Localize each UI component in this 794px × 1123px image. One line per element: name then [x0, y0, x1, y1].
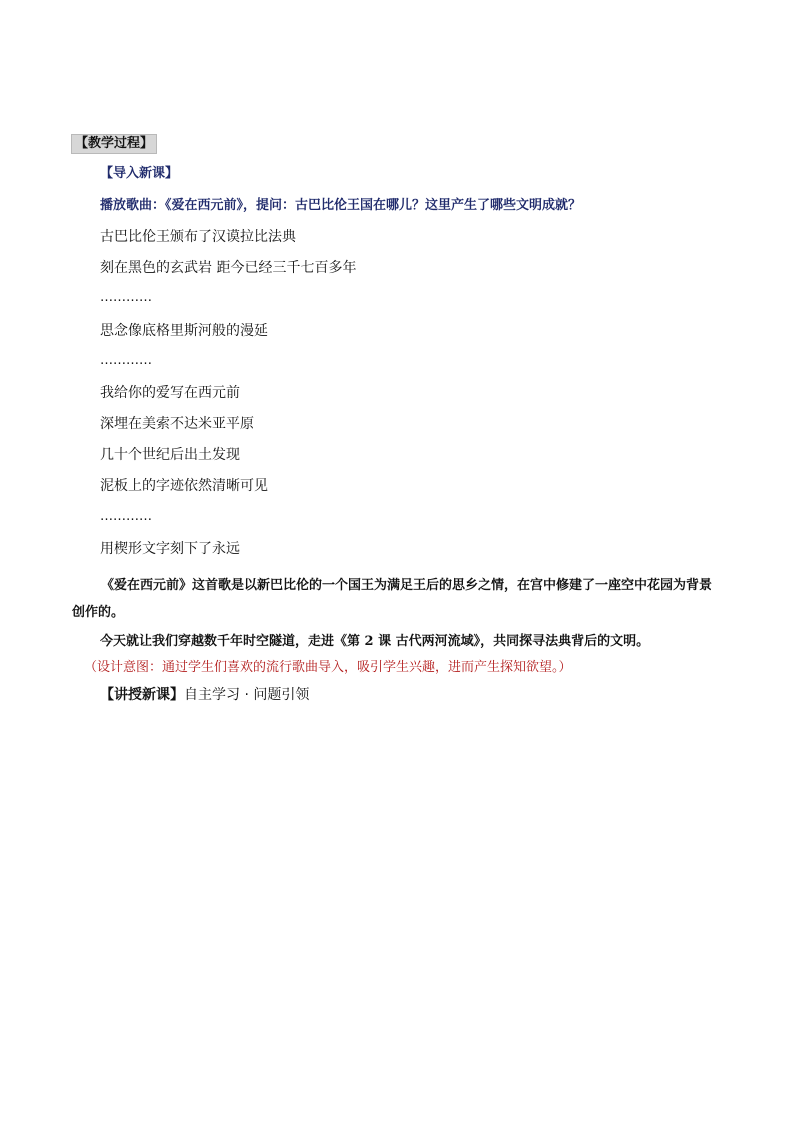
section-title: 【教学过程】 — [71, 134, 157, 154]
lyric-line-7: 泥板上的字迹依然清晰可见 — [100, 478, 268, 494]
ellipsis-1: ………… — [100, 290, 152, 305]
lyric-line-4: 我给你的爱写在西元前 — [100, 385, 240, 401]
design-intent-note: （设计意图：通过学生们喜欢的流行歌曲导入，吸引学生兴趣，进而产生探知欲望。） — [84, 660, 572, 675]
intro-question: 播放歌曲：《爱在西元前》，提问：古巴比伦王国在哪儿？这里产生了哪些文明成就？ — [100, 198, 582, 213]
lyric-line-3: 思念像底格里斯河般的漫延 — [100, 323, 268, 339]
lyric-line-5: 深埋在美索不达米亚平原 — [100, 416, 254, 432]
ellipsis-3: ………… — [100, 509, 152, 524]
lyric-line-1: 古巴比伦王颁布了汉谟拉比法典 — [100, 229, 296, 245]
lead-in-heading: 【导入新课】 — [100, 166, 179, 181]
ellipsis-2: ………… — [100, 353, 152, 368]
song-background-paragraph: 《爱在西元前》这首歌是以新巴比伦的一个国王为满足王后的思乡之情，在宫中修建了一座空中花园为背景创作的。 — [72, 578, 713, 620]
lesson-intro-paragraph: 今天就让我们穿越数千年时空隧道，走进《第 2 课 古代两河流域》，共同探寻法典背后的文明。 — [100, 634, 650, 649]
teach-new-lesson-line — [100, 687, 309, 704]
lyric-line-2: 刻在黑色的玄武岩 距今已经三千七百多年 — [100, 260, 357, 276]
lyric-line-8: 用楔形文字刻下了永远 — [100, 541, 240, 557]
teach-text: 自主学习 · 问题引领 — [184, 687, 310, 703]
teach-label: 【讲授新课】 — [100, 687, 184, 703]
lyric-line-6: 几十个世纪后出土发现 — [100, 447, 240, 463]
